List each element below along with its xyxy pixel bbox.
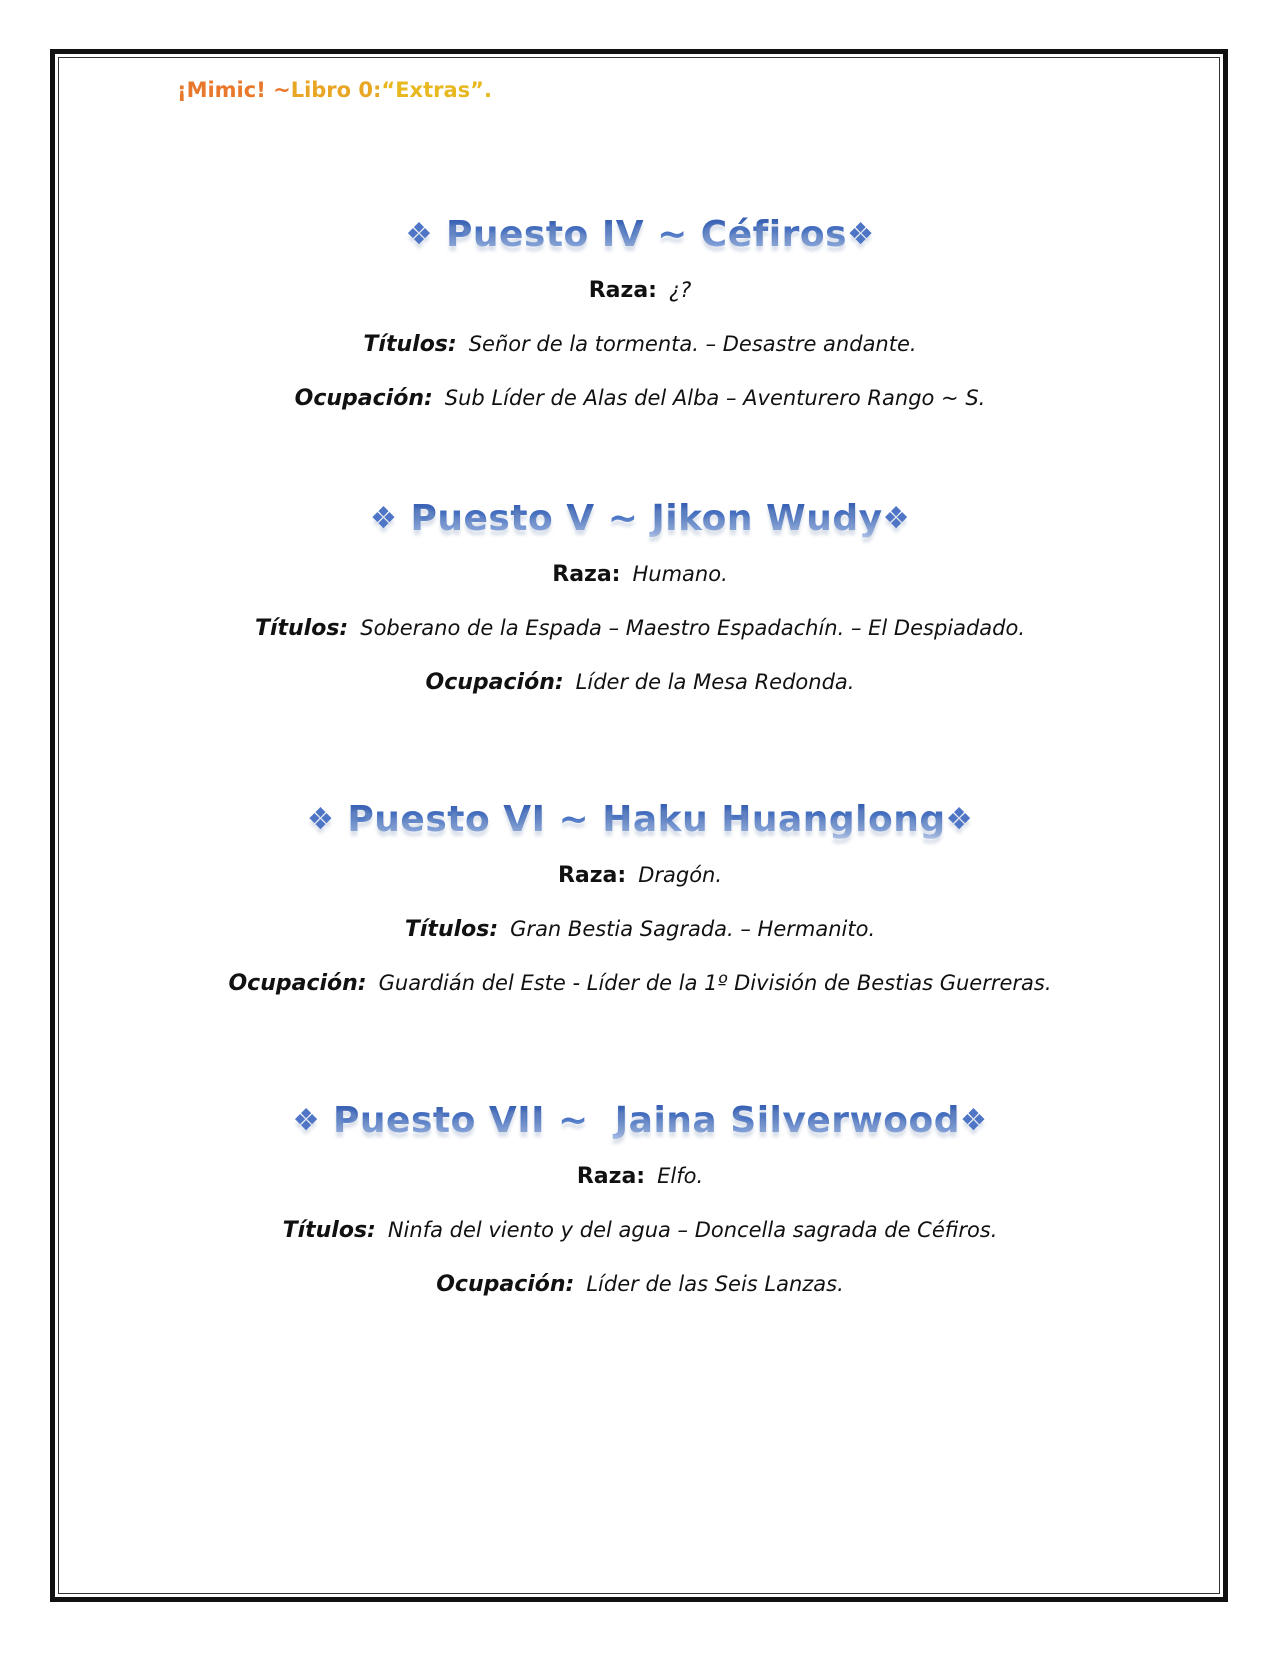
section-heading (0, 497, 1280, 541)
raza-label: Raza: (557, 863, 627, 888)
titulos-value: Soberano de la Espada – Maestro Espadachín. – El Despiadado. (360, 616, 1026, 640)
section-puesto-vi (0, 798, 1280, 1002)
raza-line (0, 856, 1280, 894)
titulos-label: Títulos: (254, 616, 349, 641)
raza-label: Raza: (576, 1164, 646, 1189)
section-puesto-iv (0, 213, 1280, 417)
titulos-label: Títulos: (363, 332, 457, 357)
ocupacion-label: Ocupación: (228, 971, 367, 996)
section-title: Puesto VII ~ Jaina Silverwood (333, 1100, 960, 1141)
section-heading (0, 213, 1280, 257)
header-book-part: Libro 0: (290, 78, 382, 102)
raza-value: Dragón. (638, 863, 723, 887)
section-title: Puesto VI ~ Haku Huanglong (347, 799, 946, 840)
diamond-right-icon: ❖ (945, 802, 974, 837)
raza-line (0, 271, 1280, 309)
header-title-part: ¡Mimic! ~ (177, 78, 291, 102)
ocupacion-value: Líder de las Seis Lanzas. (586, 1272, 844, 1296)
titulos-value: Señor de la tormenta. – Desastre andante. (468, 332, 917, 356)
diamond-right-icon: ❖ (960, 1103, 988, 1138)
titulos-value: Gran Bestia Sagrada. – Hermanito. (510, 917, 876, 941)
titulos-line (0, 1211, 1280, 1249)
diamond-right-icon: ❖ (847, 217, 875, 252)
ocupacion-line (0, 964, 1280, 1002)
ocupacion-value: Sub Líder de Alas del Alba – Aventurero Rango ~ S. (444, 386, 986, 410)
section-puesto-vii (0, 1099, 1280, 1303)
ocupacion-label: Ocupación: (436, 1272, 575, 1297)
diamond-left-icon: ❖ (292, 1103, 320, 1138)
raza-line (0, 1157, 1280, 1195)
titulos-value: Ninfa del viento y del agua – Doncella sagrada de Céfiros. (387, 1218, 998, 1242)
raza-label: Raza: (552, 562, 621, 587)
ocupacion-line (0, 663, 1280, 701)
section-heading (0, 798, 1280, 842)
header-extras-part: “Extras”. (381, 78, 492, 102)
raza-value: ¿? (668, 278, 692, 302)
diamond-left-icon: ❖ (405, 217, 433, 252)
ocupacion-label: Ocupación: (425, 670, 564, 695)
diamond-left-icon: ❖ (306, 802, 335, 837)
ocupacion-value: Guardián del Este - Líder de la 1º División de Bestias Guerreras. (378, 971, 1052, 995)
ocupacion-line (0, 1265, 1280, 1303)
section-heading (0, 1099, 1280, 1143)
raza-label: Raza: (588, 278, 657, 303)
titulos-line (0, 325, 1280, 363)
titulos-line (0, 609, 1280, 647)
running-header (177, 78, 492, 102)
raza-line (0, 555, 1280, 593)
raza-value: Humano. (632, 562, 728, 586)
section-title: Puesto V ~ Jikon Wudy (410, 498, 883, 539)
diamond-right-icon: ❖ (882, 501, 910, 536)
ocupacion-line (0, 379, 1280, 417)
diamond-left-icon: ❖ (370, 501, 398, 536)
section-puesto-v (0, 497, 1280, 701)
titulos-line (0, 910, 1280, 948)
ocupacion-value: Líder de la Mesa Redonda. (575, 670, 855, 694)
titulos-label: Títulos: (404, 917, 499, 942)
section-title: Puesto IV ~ Céfiros (445, 214, 848, 255)
raza-value: Elfo. (657, 1164, 704, 1188)
ocupacion-label: Ocupación: (294, 386, 433, 411)
titulos-label: Títulos: (282, 1218, 376, 1243)
